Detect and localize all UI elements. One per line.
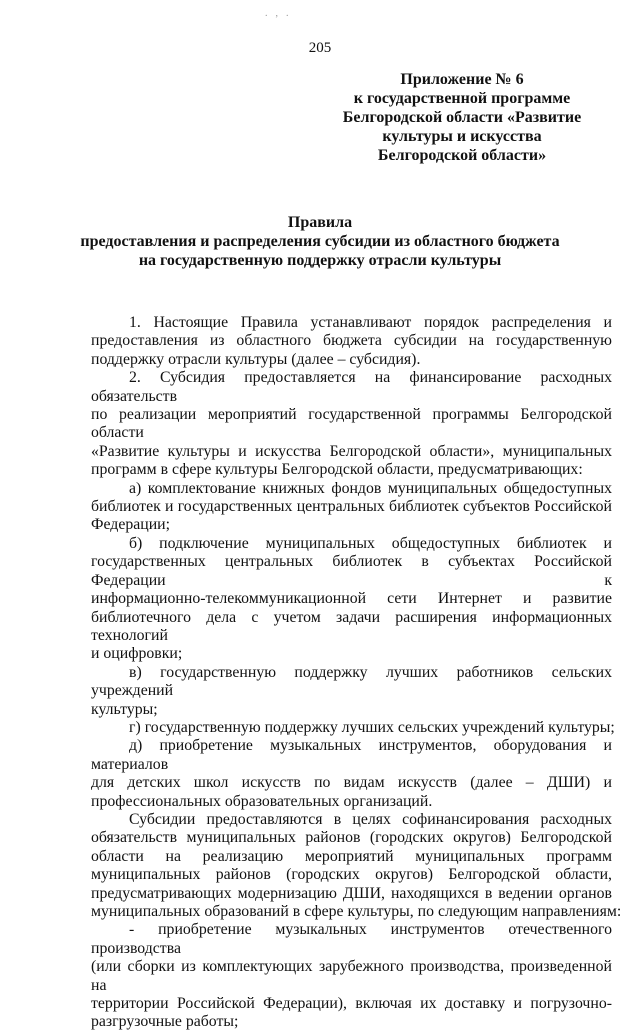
body-line: профессиональных образовательных организаций. xyxy=(91,792,433,810)
body-line: государственных центральных библиотек в субъектах Российской Федерации к xyxy=(91,553,612,589)
body-line: области на реализацию мероприятий муниципальных программ xyxy=(91,847,612,865)
body-line: 2. Субсидия предоставляется на финансирование расходных обязательств xyxy=(91,369,612,405)
appendix-line: культуры и искусства xyxy=(382,128,542,145)
body-line: территории Российской Федерации), включая их доставку и погрузочно- xyxy=(91,995,612,1013)
registration-stamp: . , . xyxy=(258,8,290,19)
body-line: для детских школ искусств по видам искусств (далее – ДШИ) и xyxy=(91,774,612,792)
body-line: предусматривающих модернизацию ДШИ, находящихся в ведении органов xyxy=(91,884,612,902)
body-line: в) государственную поддержку лучших работников сельских учреждений xyxy=(91,663,612,700)
body-line: поддержку отрасли культуры (далее – субсидия). xyxy=(91,350,421,368)
body-line: б) подключение муниципальных общедоступных библиотек и xyxy=(129,534,612,552)
body-line: обязательств муниципальных районов (городских округов) Белгородской xyxy=(91,829,612,847)
body-line: и оцифровки; xyxy=(91,645,183,663)
appendix-header xyxy=(342,70,582,165)
body-line: Федерации; xyxy=(91,516,170,534)
body-line: а) комплектование книжных фондов муниципальных общедоступных xyxy=(129,479,612,497)
appendix-line: Приложение № 6 xyxy=(400,71,524,88)
title-line: на государственную поддержку отрасли культуры xyxy=(138,252,502,269)
page-number: 205 xyxy=(308,40,332,56)
body-line: по реализации мероприятий государственной программы Белгородской области xyxy=(91,406,612,442)
body-line: разгрузочные работы; xyxy=(91,1013,239,1031)
title-line: Правила xyxy=(287,214,353,231)
title-line: предоставления и распределения субсидии из областного бюджета xyxy=(80,233,560,250)
body-line: (или сборки из комплектующих зарубежного производства, произведенной на xyxy=(91,958,612,994)
body-line: д) приобретение музыкальных инструментов, оборудования и материалов xyxy=(91,737,612,773)
body-line: предоставления из областного бюджета субсидии на государственную xyxy=(91,332,612,350)
body-line: культуры; xyxy=(91,700,158,718)
body-line: библиотечного дела с учетом задачи расширения информационных технологий xyxy=(91,608,612,644)
body-line: «Развитие культуры и искусства Белгородской области», муниципальных xyxy=(91,442,612,460)
body-text xyxy=(91,314,622,1032)
body-line: муниципальных районов (городских округов) Белгородской области, xyxy=(91,866,612,884)
body-line: Субсидии предоставляются в целях софинансирования расходных xyxy=(129,810,612,828)
document-title xyxy=(0,213,640,270)
body-line: г) государственную поддержку лучших сельских учреждений культуры; xyxy=(129,718,615,736)
body-line: 1. Настоящие Правила устанавливают порядок распределения и xyxy=(129,314,612,331)
appendix-line: Белгородской области «Развитие xyxy=(342,109,582,126)
body-line: библиотек и государственных центральных библиотек субъектов Российской xyxy=(91,498,612,516)
body-line: - приобретение музыкальных инструментов отечественного производства xyxy=(91,921,612,957)
appendix-line: к государственной программе xyxy=(353,90,571,107)
appendix-line: Белгородской области» xyxy=(377,147,547,164)
body-line: муниципальных образований в сфере культуры, по следующим направлениям: xyxy=(91,903,622,920)
body-line: программ в сфере культуры Белгородской области, предусматривающих: xyxy=(91,461,583,479)
body-line: информационно-телекоммуникационной сети Интернет и развитие xyxy=(91,590,612,608)
